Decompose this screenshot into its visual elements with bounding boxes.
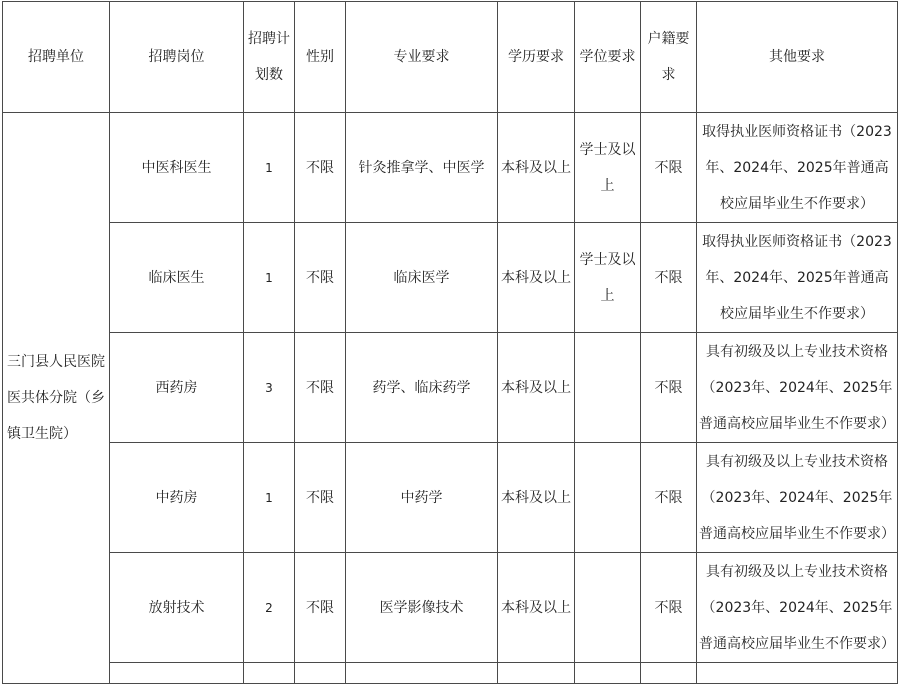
degree-cell [575, 443, 641, 553]
header-unit: 招聘单位 [3, 2, 110, 113]
header-gender: 性别 [295, 2, 346, 113]
header-degree: 学位要求 [575, 2, 641, 113]
position-cell: 临床医生 [110, 223, 244, 333]
table-row [3, 333, 898, 443]
gender-cell: 不限 [295, 223, 346, 333]
hukou-cell: 不限 [641, 443, 697, 553]
other-cell: 具有初级及以上专业技术资格（2023年、2024年、2025年普通高校应届毕业生不作要求） [697, 333, 898, 443]
education-cell: 本科及以上 [498, 223, 575, 333]
table-row [3, 223, 898, 333]
position-cell: 中医科医生 [110, 113, 244, 223]
education-cell: 本科及以上 [498, 553, 575, 663]
position-cell: 西药房 [110, 333, 244, 443]
recruitment-table [2, 1, 898, 684]
degree-cell: 学士及以上 [575, 223, 641, 333]
other-cell: 具有初级及以上专业技术资格（2023年、2024年、2025年普通高校应届毕业生不作要求） [697, 553, 898, 663]
header-education: 学历要求 [498, 2, 575, 113]
table-row [3, 113, 898, 223]
unit-cell: 三门县人民医院医共体分院（乡镇卫生院） [3, 113, 110, 684]
table-row [3, 443, 898, 553]
header-other: 其他要求 [697, 2, 898, 113]
plan-cell: 2 [244, 553, 295, 663]
major-cell: 中药学 [346, 443, 498, 553]
position-cell: 放射技术 [110, 553, 244, 663]
education-cell: 本科及以上 [498, 443, 575, 553]
gender-cell: 不限 [295, 553, 346, 663]
header-position: 招聘岗位 [110, 2, 244, 113]
degree-cell [575, 333, 641, 443]
other-cell: 取得执业医师资格证书（2023年、2024年、2025年普通高校应届毕业生不作要求） [697, 223, 898, 333]
degree-cell: 学士及以上 [575, 113, 641, 223]
gender-cell: 不限 [295, 333, 346, 443]
degree-cell [575, 553, 641, 663]
gender-cell: 不限 [295, 443, 346, 553]
plan-cell: 3 [244, 333, 295, 443]
hukou-cell: 不限 [641, 553, 697, 663]
header-hukou: 户籍要求 [641, 2, 697, 113]
major-cell: 医学影像技术 [346, 553, 498, 663]
major-cell: 临床医学 [346, 223, 498, 333]
header-row [3, 2, 898, 113]
other-cell: 具有初级及以上专业技术资格（2023年、2024年、2025年普通高校应届毕业生不作要求） [697, 443, 898, 553]
hukou-cell: 不限 [641, 223, 697, 333]
table-row-partial [3, 663, 898, 684]
header-plan: 招聘计划数 [244, 2, 295, 113]
plan-cell: 1 [244, 443, 295, 553]
education-cell: 本科及以上 [498, 113, 575, 223]
plan-cell: 1 [244, 113, 295, 223]
position-cell: 中药房 [110, 443, 244, 553]
hukou-cell: 不限 [641, 333, 697, 443]
header-major: 专业要求 [346, 2, 498, 113]
hukou-cell: 不限 [641, 113, 697, 223]
other-cell: 取得执业医师资格证书（2023年、2024年、2025年普通高校应届毕业生不作要求） [697, 113, 898, 223]
plan-cell: 1 [244, 223, 295, 333]
major-cell: 针灸推拿学、中医学 [346, 113, 498, 223]
major-cell: 药学、临床药学 [346, 333, 498, 443]
gender-cell: 不限 [295, 113, 346, 223]
education-cell: 本科及以上 [498, 333, 575, 443]
table-row [3, 553, 898, 663]
